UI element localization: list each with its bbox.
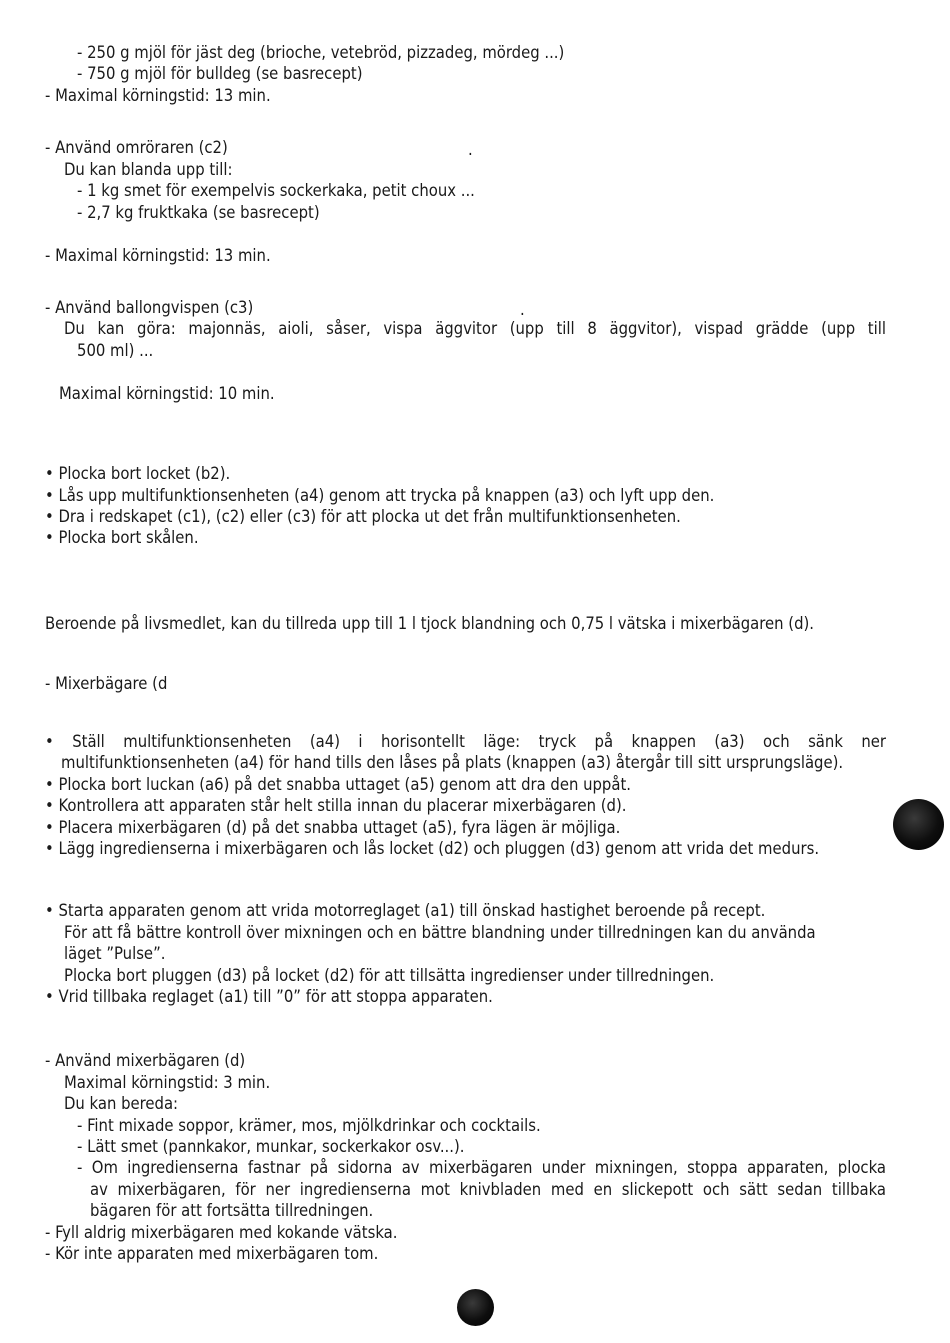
text-line: 500 ml) ... [77,341,154,360]
text-line: Du kan bereda: [64,1094,179,1113]
bullet-line: • Dra i redskapet (c1), (c2) eller (c3) för att plocka ut det från multifunktionsenheten. [45,507,681,526]
section-tab-disc [893,799,944,850]
text-line: Du kan göra: majonnäs, aioli, såser, vispa äggvitor (upp till 8 äggvitor), vispad grädde (upp till [64,319,886,338]
bullet-line: • Placera mixerbägaren (d) på det snabba uttaget (a5), fyra lägen är möjliga. [45,818,621,837]
text-line: - Maximal körningstid: 13 min. [45,86,271,105]
text-line: - Fint mixade soppor, krämer, mos, mjölkdrinkar och cocktails. [77,1116,541,1135]
bullet-line: • Ställ multifunktionsenheten (a4) i horisontellt läge: tryck på knappen (a3) och sänk ner [45,732,886,751]
bullet-line: • Lägg ingredienserna i mixerbägaren och lås locket (d2) och pluggen (d3) genom att vrida det medurs. [45,839,820,858]
text-line: multifunktionsenheten (a4) för hand tills den låses på plats (knappen (a3) återgår till sitt ursprungsläge). [61,753,844,772]
text-line: - Maximal körningstid: 13 min. [45,246,271,265]
bullet-line: • Kontrollera att apparaten står helt stilla innan du placerar mixerbägaren (d). [45,796,627,815]
text-line: - Använd omröraren (c2) [45,138,228,157]
text-line: läget ”Pulse”. [64,944,166,963]
bullet-line: • Lås upp multifunktionsenheten (a4) genom att trycka på knappen (a3) och lyft upp den. [45,486,715,505]
bullet-line: • Plocka bort locket (b2). [45,464,231,483]
text-line: - Mixerbägare (d [45,674,168,693]
text-line: - 2,7 kg fruktkaka (se basrecept) [77,203,320,222]
text-line: Beroende på livsmedlet, kan du tillreda upp till 1 l tjock blandning och 0,75 l vätska i mixerbägaren (d). [45,614,814,633]
bullet-line: • Plocka bort luckan (a6) på det snabba uttaget (a5) genom att dra den uppåt. [45,775,631,794]
text-line: - 1 kg smet för exempelvis sockerkaka, petit choux ... [77,181,475,200]
text-line: - Använd ballongvispen (c3) [45,298,254,317]
text-line: Plocka bort pluggen (d3) på locket (d2) för att tillsätta ingredienser under tillredningen. [64,966,715,985]
text-line: Du kan blanda upp till: [64,160,233,179]
stray-period: . [468,140,473,159]
text-line: Maximal körningstid: 10 min. [59,384,275,403]
text-line: - Använd mixerbägaren (d) [45,1051,246,1070]
text-line: - Om ingredienserna fastnar på sidorna av mixerbägaren under mixningen, stoppa apparaten, plocka [77,1158,886,1177]
text-line: - 250 g mjöl för jäst deg (brioche, vetebröd, pizzadeg, mördeg ...) [77,43,565,62]
text-line: - 750 g mjöl för bulldeg (se basrecept) [77,64,363,83]
text-line: bägaren för att fortsätta tillredningen. [90,1201,374,1220]
text-line: Maximal körningstid: 3 min. [64,1073,271,1092]
bullet-line: • Plocka bort skålen. [45,528,199,547]
text-line: - Lätt smet (pannkakor, munkar, sockerkakor osv...). [77,1137,465,1156]
bullet-line: • Vrid tillbaka reglaget (a1) till ”0” för att stoppa apparaten. [45,987,493,1006]
text-line: - Fyll aldrig mixerbägaren med kokande vätska. [45,1223,398,1242]
text-line: av mixerbägaren, för ner ingredienserna mot knivbladen med en slickepott och sätt sedan tillbaka [90,1180,886,1199]
text-line: - Kör inte apparaten med mixerbägaren tom. [45,1244,379,1263]
text-line: För att få bättre kontroll över mixningen och en bättre blandning under tillredningen kan du använda [64,923,816,942]
stray-period: . [520,300,525,319]
page-number-disc [457,1289,494,1326]
bullet-line: • Starta apparaten genom att vrida motorreglaget (a1) till önskad hastighet beroende på recept. [45,901,766,920]
